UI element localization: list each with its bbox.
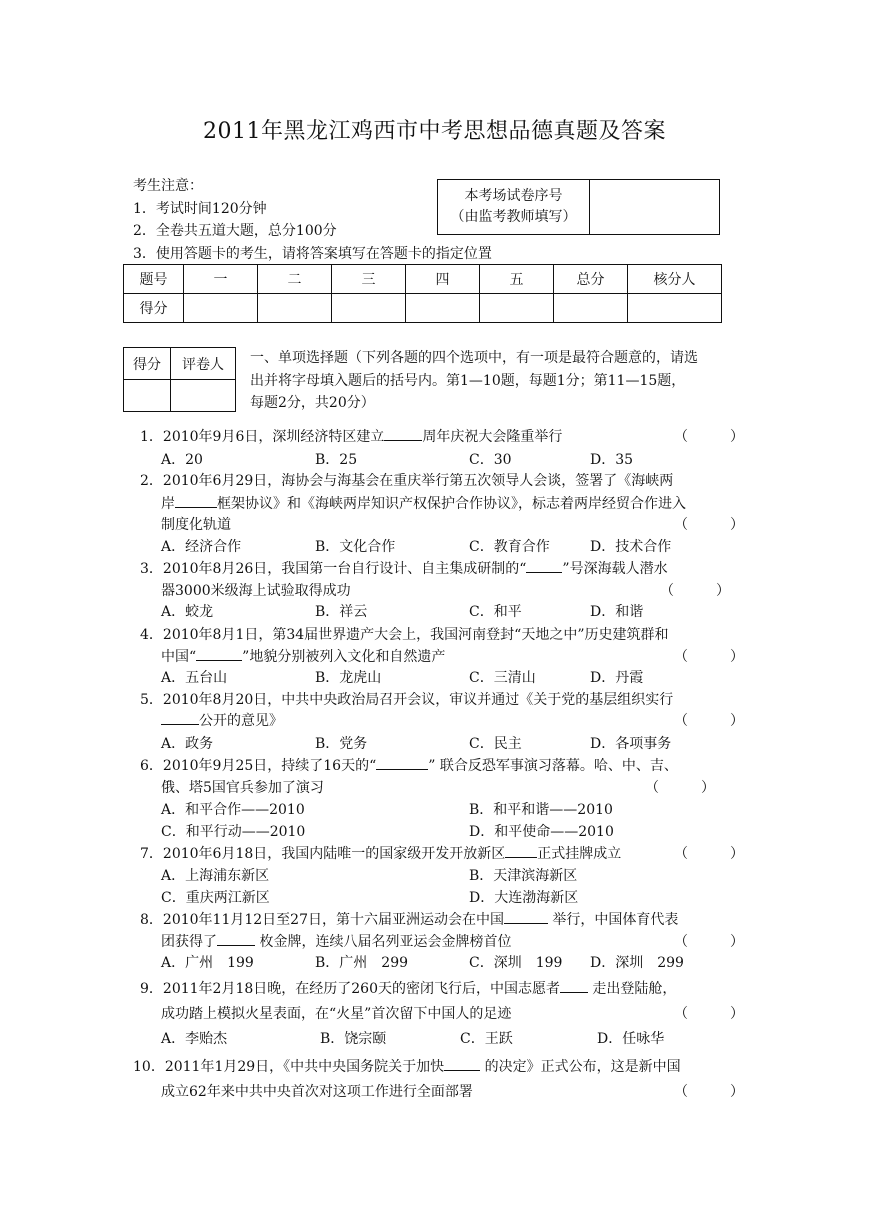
section-heading-line: 每题2分，共20分）: [250, 395, 375, 411]
question-text: 中国“: [161, 649, 197, 665]
question-5: 5．2010年8月20日，中共中央政治局召开会议，审议并通过《关于党的基层组织实行: [140, 692, 674, 708]
option: B．25: [315, 452, 358, 468]
question-9-line2: 成功踏上模拟火星表面，在“火星”首次留下中国人的足迹: [161, 1006, 512, 1022]
grader-name-cell[interactable]: [171, 380, 236, 412]
score-cell[interactable]: [258, 294, 332, 323]
option: D．和平使命——2010: [469, 824, 614, 840]
score-cell[interactable]: [332, 294, 406, 323]
answer-paren[interactable]: （ ）: [674, 1084, 744, 1100]
question-10: [133, 1056, 681, 1079]
notice-heading: 考生注意：: [133, 178, 203, 194]
question-1: [140, 426, 562, 449]
option: A．李贻杰: [161, 1031, 228, 1047]
question-4: 4．2010年8月1日，第34届世界遗产大会上，我国河南登封“天地之中”历史建筑群和: [140, 627, 669, 643]
option: B．天津滨海新区: [469, 868, 578, 884]
section-heading-line: 一、单项选择题（下列各题的四个选项中，有一项是最符合题意的，请选: [250, 350, 698, 366]
score-header: 核分人: [628, 265, 722, 294]
score-header: 二: [258, 265, 332, 294]
option: D．深圳 299: [590, 955, 684, 971]
score-header: 一: [184, 265, 258, 294]
question-7: [140, 843, 621, 866]
question-8-line2: [161, 931, 511, 954]
option: D．和谐: [590, 604, 644, 620]
seat-number-field[interactable]: [590, 180, 720, 235]
question-text: 框架协议》和《海峡两岸知识产权保护合作协议》，标志着两岸经贸合作进入: [217, 496, 686, 512]
answer-blank: [504, 909, 548, 924]
option: B．龙虎山: [315, 670, 382, 686]
option: C．深圳 199: [469, 955, 563, 971]
question-text: ”号深海载人潜水: [562, 561, 668, 577]
score-cell[interactable]: [406, 294, 480, 323]
question-6-line2: 俄、塔5国官兵参加了演习: [161, 780, 324, 796]
answer-blank: [444, 1056, 480, 1071]
question-text: 举行，中国体育代表: [547, 912, 679, 928]
option: A．上海浦东新区: [161, 868, 270, 884]
question-2: 2．2010年6月29日，海协会与海基会在重庆举行第五次领导人会谈，签署了《海峡两: [140, 473, 674, 489]
grader-name-label: 评卷人: [171, 348, 236, 380]
answer-paren[interactable]: （ ）: [674, 649, 744, 665]
score-table: [123, 264, 722, 323]
question-2-line3: 制度化轨道: [161, 517, 231, 533]
answer-paren[interactable]: （ ）: [674, 1006, 744, 1022]
question-10-line2: 成立62年来中共中央首次对这项工作进行全面部署: [161, 1084, 473, 1100]
score-row-label: 得分: [124, 294, 184, 323]
answer-blank: [560, 978, 588, 993]
question-2-line2: [161, 493, 686, 516]
score-header: 五: [480, 265, 554, 294]
option: A．20: [161, 452, 203, 468]
answer-paren[interactable]: （ ）: [674, 517, 744, 533]
answer-blank: [384, 426, 422, 441]
score-header: 题号: [124, 265, 184, 294]
option: A．广州 199: [161, 955, 254, 971]
grader-box: [123, 347, 236, 412]
question-text: 9．2011年2月18日晚，在经历了260天的密闭飞行后，中国志愿者: [140, 981, 560, 997]
option: B．党务: [315, 736, 368, 752]
answer-blank: [376, 755, 428, 770]
option: D．任咏华: [597, 1031, 665, 1047]
option: D．35: [590, 452, 634, 468]
score-cell[interactable]: [184, 294, 258, 323]
answer-blank: [217, 931, 255, 946]
option: C．和平: [469, 604, 522, 620]
question-5-line2: [161, 710, 283, 733]
answer-blank: [196, 646, 242, 661]
score-header: 总分: [554, 265, 628, 294]
question-text: 枚金牌，连续八届名列亚运会金牌榜首位: [255, 934, 512, 950]
option: B．文化合作: [315, 539, 396, 555]
grader-score-label: 得分: [124, 348, 171, 380]
question-text: 10．2011年1月29日，《中共中央国务院关于加快: [133, 1059, 445, 1075]
question-text: 周年庆祝大会隆重举行: [422, 429, 563, 445]
question-4-line2: [161, 646, 445, 669]
grader-score-cell[interactable]: [124, 380, 171, 412]
answer-paren[interactable]: （ ）: [674, 846, 744, 862]
section-heading-line: 出并将字母填入题后的括号内。第1—10题，每题1分；第11—15题，: [250, 372, 686, 389]
question-3-line2: 器3000米级海上试验取得成功: [161, 583, 351, 599]
question-text: 7．2010年6月18日，我国内陆唯一的国家级开发开放新区: [140, 846, 506, 862]
section-heading: [250, 347, 745, 415]
answer-paren[interactable]: （ ）: [645, 780, 715, 796]
option: A．政务: [161, 736, 214, 752]
option: D．各项事务: [590, 736, 672, 752]
score-header: 三: [332, 265, 406, 294]
question-text: 走出登陆舱，: [587, 981, 677, 997]
seat-number-box: [437, 179, 720, 235]
answer-paren[interactable]: （ ）: [660, 583, 730, 599]
question-text: 3．2010年8月26日，我国第一台自行设计、自主集成研制的“: [140, 561, 527, 577]
question-text: 1．2010年9月6日，深圳经济特区建立: [140, 429, 385, 445]
page-title: 2011年黑龙江鸡西市中考思想品德真题及答案: [203, 119, 666, 144]
option: B．广州 299: [315, 955, 409, 971]
question-text: ”地貌分别被列入文化和自然遗产: [242, 649, 446, 665]
question-6: [140, 755, 678, 778]
answer-blank: [526, 558, 562, 573]
question-text: 的决定》正式公布，这是新中国: [480, 1059, 681, 1075]
option: C．和平行动——2010: [161, 824, 306, 840]
question-text: 8．2010年11月12日至27日，第十六届亚洲运动会在中国: [140, 912, 504, 928]
score-cell[interactable]: [628, 294, 722, 323]
option: C．民主: [469, 736, 522, 752]
question-text: 公开的意见》: [199, 713, 283, 729]
question-text: 岸: [161, 496, 175, 512]
answer-paren[interactable]: （ ）: [674, 713, 744, 729]
seat-box-label: 本考场试卷序号: [464, 188, 563, 204]
notice-item: 1．考试时间120分钟: [133, 201, 267, 217]
option: C．教育合作: [469, 539, 550, 555]
question-9: [140, 978, 676, 1001]
option: C．王跃: [460, 1031, 513, 1047]
score-header: 四: [406, 265, 480, 294]
seat-box-sublabel: （由监考教师填写）: [450, 209, 577, 225]
question-text: 正式挂牌成立: [537, 846, 622, 862]
score-cell[interactable]: [554, 294, 628, 323]
answer-blank: [175, 493, 217, 508]
option: A．和平合作——2010: [161, 802, 305, 818]
option: C．三清山: [469, 670, 536, 686]
option: D．丹霞: [590, 670, 644, 686]
notice-item: 3．使用答题卡的考生，请将答案填写在答题卡的指定位置: [133, 246, 492, 262]
question-8: [140, 909, 678, 932]
option: D．技术合作: [590, 539, 672, 555]
notice-item: 2．全卷共五道大题，总分100分: [133, 223, 337, 239]
question-text: ” 联合反恐军事演习落幕。哈、中、吉、: [428, 758, 678, 774]
option: A．五台山: [161, 670, 228, 686]
answer-paren[interactable]: （ ）: [674, 429, 744, 445]
option: A．蛟龙: [161, 604, 214, 620]
question-text: 6．2010年9月25日，持续了16天的“: [140, 758, 377, 774]
question-text: 团获得了: [161, 934, 217, 950]
option: A．经济合作: [161, 539, 242, 555]
option: C．30: [469, 452, 512, 468]
option: D．大连渤海新区: [469, 890, 579, 906]
option: C．重庆两江新区: [161, 890, 270, 906]
answer-blank: [161, 710, 199, 725]
question-3: [140, 558, 668, 581]
answer-blank: [505, 843, 537, 858]
score-cell[interactable]: [480, 294, 554, 323]
option: B．饶宗颐: [320, 1031, 387, 1047]
option: B．祥云: [315, 604, 368, 620]
answer-paren[interactable]: （ ）: [674, 934, 744, 950]
option: B．和平和谐——2010: [469, 802, 613, 818]
